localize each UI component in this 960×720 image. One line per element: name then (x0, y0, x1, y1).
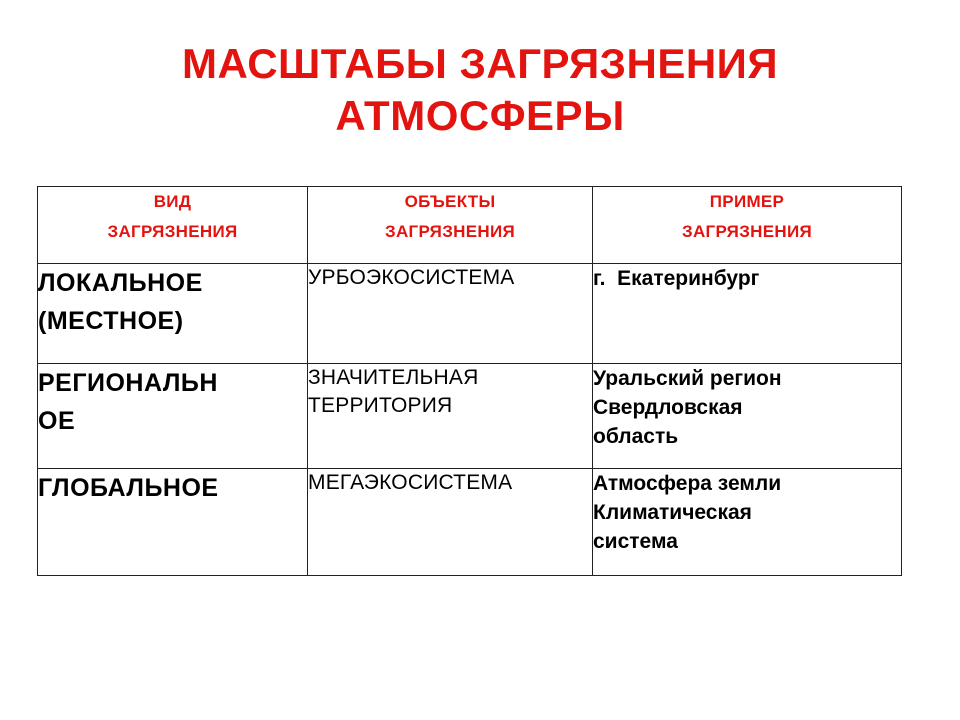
cell-text: система (593, 530, 678, 553)
header-text: ЗАГРЯЗНЕНИЯ (682, 222, 812, 241)
pollution-scale-table (37, 186, 902, 576)
cell-text: г. Екатеринбург (593, 267, 760, 290)
cell-text: РЕГИОНАЛЬН (38, 369, 218, 397)
table-row (38, 469, 902, 576)
header-text: ЗАГРЯЗНЕНИЯ (107, 222, 238, 241)
cell-text: МЕГАЭКОСИСТЕМА (308, 471, 513, 494)
cell-kind (38, 264, 308, 364)
table-row (38, 264, 902, 364)
cell-text: (МЕСТНОЕ) (38, 307, 184, 335)
cell-objects (308, 364, 593, 469)
cell-text: Уральский регион (593, 367, 782, 390)
cell-text: Свердловская (593, 396, 743, 419)
header-cell-kind (38, 187, 308, 264)
table-row (38, 364, 902, 469)
header-text: ВИД (153, 192, 192, 211)
cell-text: Атмосфера земли (593, 472, 782, 495)
cell-text: ЛОКАЛЬНОЕ (38, 269, 203, 297)
cell-text: ОЕ (38, 407, 76, 435)
cell-text: область (593, 425, 679, 448)
cell-objects (308, 469, 593, 576)
slide-title (0, 38, 960, 142)
cell-text: ЗНАЧИТЕЛЬНАЯ (308, 366, 479, 389)
title-line: МАСШТАБЫ ЗАГРЯЗНЕНИЯ (181, 40, 779, 87)
table-header-row (38, 187, 902, 264)
cell-text: ТЕРРИТОРИЯ (308, 394, 453, 417)
header-text: ОБЪЕКТЫ (404, 192, 496, 211)
cell-objects (308, 264, 593, 364)
cell-example (593, 469, 902, 576)
header-text: ПРИМЕР (709, 192, 785, 211)
cell-text: УРБОЭКОСИСТЕМА (308, 266, 515, 289)
cell-example (593, 264, 902, 364)
header-cell-objects (308, 187, 593, 264)
title-line: АТМОСФЕРЫ (335, 92, 625, 139)
cell-kind (38, 469, 308, 576)
cell-text: Климатическая (593, 501, 752, 524)
header-cell-example (593, 187, 902, 264)
cell-text: ГЛОБАЛЬНОЕ (38, 474, 219, 502)
header-text: ЗАГРЯЗНЕНИЯ (385, 222, 515, 241)
cell-kind (38, 364, 308, 469)
cell-example (593, 364, 902, 469)
